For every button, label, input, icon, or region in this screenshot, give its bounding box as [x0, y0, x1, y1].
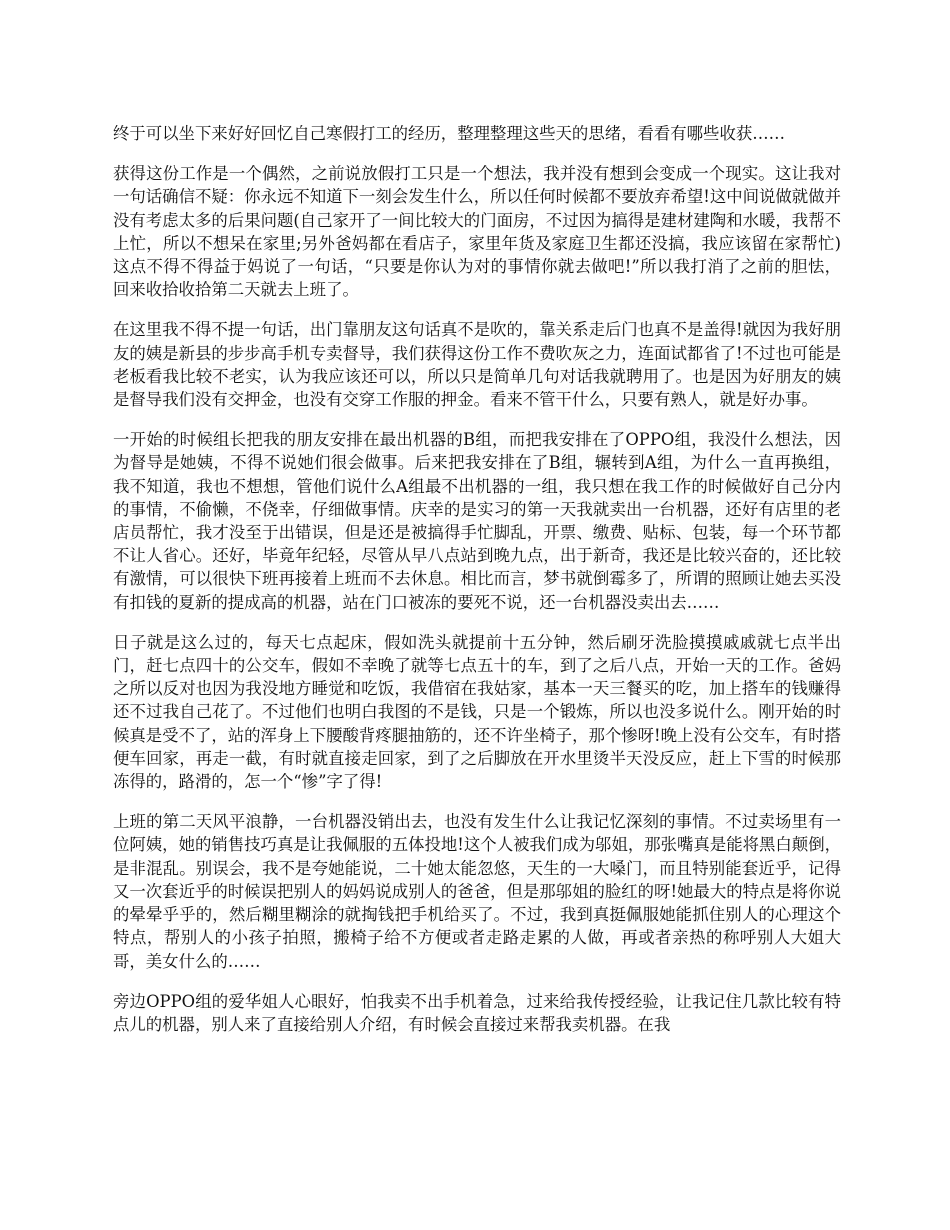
paragraph-2: 获得这份工作是一个偶然，之前说放假打工只是一个想法，我并没有想到会变成一个现实。这让我对一句话确信不疑：你永远不知道下一刻会发生什么，所以任何时候都不要放弃希望!这中间说做就做并没有考虑太多的后果问题(自己家开了一间比较大的门面房，不过因为搞得是建材建陶和水暖，我帮不上忙，所以不想呆在家里;另外爸妈都在看店子，家里年货及家庭卫生都还没搞，我应该留在家帮忙)这点不得不得益于妈说了一句话，“只要是你认为对的事情你就去做吧!”所以我打消了之前的胆怯，回来收拾收拾第二天就去上班了。	[113, 164, 841, 300]
paragraph-4: 一开始的时候组长把我的朋友安排在最出机器的B组，而把我安排在了OPPO组，我没什么想法，因为督导是她姨，不得不说她们很会做事。后来把我安排在了B组，辗转到A组，为什么一直再换组，我不知道，我也不想想，管他们说什么A组最不出机器的一组，我只想在我工作的时候做好自己分内的事情，不偷懒，不侥幸，仔细做事情。庆幸的是实习的第一天我就卖出一台机器，还好有店里的老店员帮忙，我才没至于出错误，但是还是被搞得手忙脚乱，开票、缴费、贴标、包装，每一个环节都不让人省心。还好，毕竟年纪轻，尽管从早八点站到晚九点，出于新奇，我还是比较兴奋的，还比较有激情，可以很快下班再接着上班而不去休息。相比而言，梦书就倒霉多了，所谓的照顾让她去买没有扣钱的夏新的提成高的机器，站在门口被冻的要死不说，还一台机器没卖出去……	[113, 430, 841, 612]
document-body	[113, 122, 841, 1053]
paragraph-1: 终于可以坐下来好好回忆自己寒假打工的经历，整理整理这些天的思绪，看看有哪些收获……	[113, 124, 786, 143]
paragraph-7: 旁边OPPO组的爱华姐人心眼好，怕我卖不出手机着急，过来给我传授经验，让我记住几款比较有特点儿的机器，别人来了直接给别人介绍，有时候会直接过来帮我卖机器。在我	[113, 991, 841, 1034]
paragraph-5: 日子就是这么过的，每天七点起床，假如洗头就提前十五分钟，然后刷牙洗脸摸摸戚戚就七点半出门，赶七点四十的公交车，假如不幸晚了就等七点五十的车，到了之后八点，开始一天的工作。爸妈之所以反对也因为我没地方睡觉和吃饭，我借宿在我姑家，基本一天三餐买的吃，加上搭车的钱赚得还不过我自己花了。不过他们也明白我图的不是钱，只是一个锻炼，所以也没多说什么。刚开始的时候真是受不了，站的浑身上下腰酸背疼腿抽筋的，还不许坐椅子，那个惨呀!晚上没有公交车，有时搭便车回家，再走一截，有时就直接走回家，到了之后脚放在开水里烫半天没反应，赶上下雪的时候那冻得的，路滑的，怎一个“惨”字了得!	[113, 632, 841, 792]
paragraph-6: 上班的第二天风平浪静，一台机器没销出去，也没有发生什么让我记忆深刻的事情。不过卖场里有一位阿姨，她的销售技巧真是让我佩服的五体投地!这个人被我们成为邬姐，那张嘴真是能将黑白颠倒，是非混乱。别误会，我不是夸她能说，二十她太能忽悠，天生的一大嗓门，而且特别能套近乎，记得又一次套近乎的时候误把别人的妈妈说成别人的爸爸，但是那邬姐的脸红的呀!她最大的特点是将你说的晕晕乎乎的，然后糊里糊涂的就掏钱把手机给买了。不过，我到真挺佩服她能抓住别人的心理这个特点，帮别人的小孩子拍照，搬椅子给不方便或者走路走累的人做，再或者亲热的称呼别人大姐大哥，美女什么的……	[113, 812, 841, 971]
paragraph-3: 在这里我不得不提一句话，出门靠朋友这句话真不是吹的，靠关系走后门也真不是盖得!就因为我好朋友的姨是新县的步步高手机专卖督导，我们获得这份工作不费吹灰之力，连面试都省了!不过也可能是老板看我比较不老实，认为我应该还可以，所以只是简单几句对话我就聘用了。也是因为好朋友的姨是督导我们没有交押金，也没有交穿工作服的押金。看来不管干什么，只要有熟人，就是好办事。	[113, 320, 841, 410]
